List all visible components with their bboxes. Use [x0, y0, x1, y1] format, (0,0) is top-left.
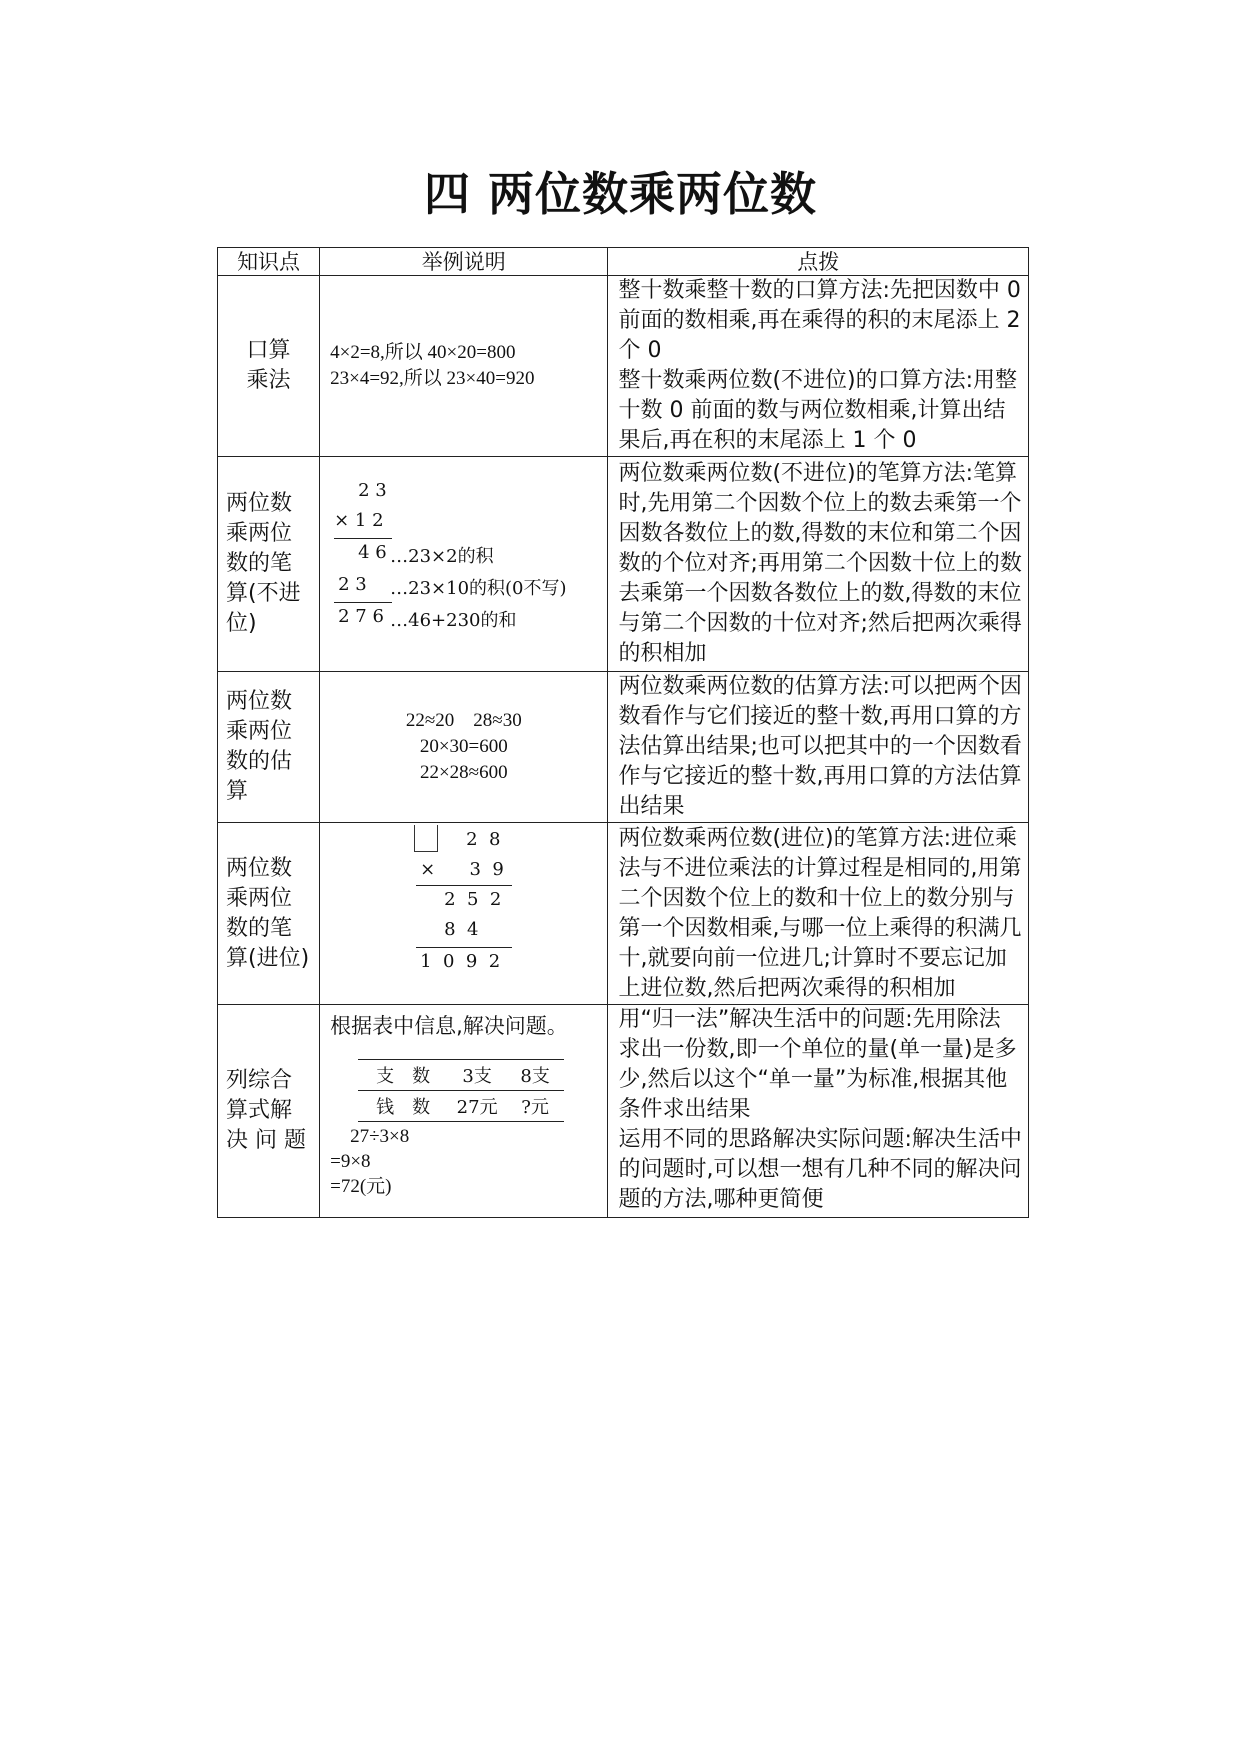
table-header-row: [218, 248, 1029, 276]
row-tip: 两位数乘两位数(进位)的笔算方法:进位乘法与不进位乘法的计算过程是相同的,用第二个因数个位上的数和十位上的数分别与第一个因数相乘,与哪一位上乘得的积满几十,就要向前一位进几;计算时不要忘记加上进位数,然后把两次乘得的积相加: [608, 823, 1029, 1005]
row-example: 22≈20 28≈30 20×30=600 22×28≈600: [320, 672, 608, 823]
row-tip: 两位数乘两位数的估算方法:可以把两个因数看作与它们接近的整十数,再用口算的方法估算出结果;也可以把其中的一个因数看作与它接近的整十数,再用口算的方法估算出结果: [608, 672, 1029, 823]
table-row: [218, 672, 1029, 823]
table-row: [218, 823, 1029, 1005]
knowledge-table: [217, 247, 1029, 1218]
row-topic: 两位数乘两位数的估算: [218, 672, 320, 823]
page-title: 四 两位数乘两位数: [423, 167, 817, 221]
row-topic: 两位数乘两位数的笔算(不进位): [218, 457, 320, 672]
vertical-calculation: 2 3 × 1 2 4 6 …23×2的积 2 3 …23×10的积(0不写) 2 7 6 …46+230的和: [334, 479, 567, 631]
row-example: 4×2=8,所以 40×20=800 23×4=92,所以 23×40=920: [320, 276, 608, 457]
header-tip: 点拨: [608, 248, 1029, 276]
row-topic: 两位数乘两位数的笔算(进位): [218, 823, 320, 1005]
price-row: 支 数 3支 8支: [358, 1060, 564, 1091]
header-example: 举例说明: [320, 248, 608, 276]
row-example: 根据表中信息,解决问题。 支 数 3支 8支 钱 数 27元 ?元 27÷3×8 =9×8 =72(元): [320, 1005, 608, 1218]
table-row: [218, 1005, 1029, 1218]
table-row: [218, 457, 1029, 672]
header-topic: 知识点: [218, 248, 320, 276]
row-topic: 口算 乘法: [218, 276, 320, 457]
row-example: [320, 457, 608, 672]
row-tip: 整十数乘整十数的口算方法:先把因数中 0 前面的数相乘,再在乘得的积的末尾添上 2 个 0 整十数乘两位数(不进位)的口算方法:用整十数 0 前面的数与两位数相乘,计算出结果后,再在积的末尾添上 1 个 0: [608, 276, 1029, 457]
row-example: [320, 823, 608, 1005]
vertical-calculation: 2 8 × 3 9 2 5 2 8 4 1 0 9 2: [320, 825, 607, 1003]
table-row: [218, 276, 1029, 457]
row-tip: 两位数乘两位数(不进位)的笔算方法:笔算时,先用第二个因数个位上的数去乘第一个因数各数位上的数,得数的末位和第二个因数的个位对齐;再用第二个因数十位上的数去乘第一个因数各数位上的数,得数的末位与第二个因数的十位对齐;然后把两次乘得的积相加: [608, 457, 1029, 672]
price-table: [358, 1059, 564, 1122]
price-row: 钱 数 27元 ?元: [358, 1091, 564, 1122]
row-topic: 列综合 算式解 决 问 题: [218, 1005, 320, 1218]
solution-steps: 27÷3×8 =9×8 =72(元): [330, 1126, 410, 1197]
row-tip: 用“归一法”解决生活中的问题:先用除法求出一份数,即一个单位的量(单一量)是多少,然后以这个“单一量”为标准,根据其他条件求出结果 运用不同的思路解决实际问题:解决生活中的问题时,可以想一想有几种不同的解决问题的方法,哪种更简便: [608, 1005, 1029, 1218]
